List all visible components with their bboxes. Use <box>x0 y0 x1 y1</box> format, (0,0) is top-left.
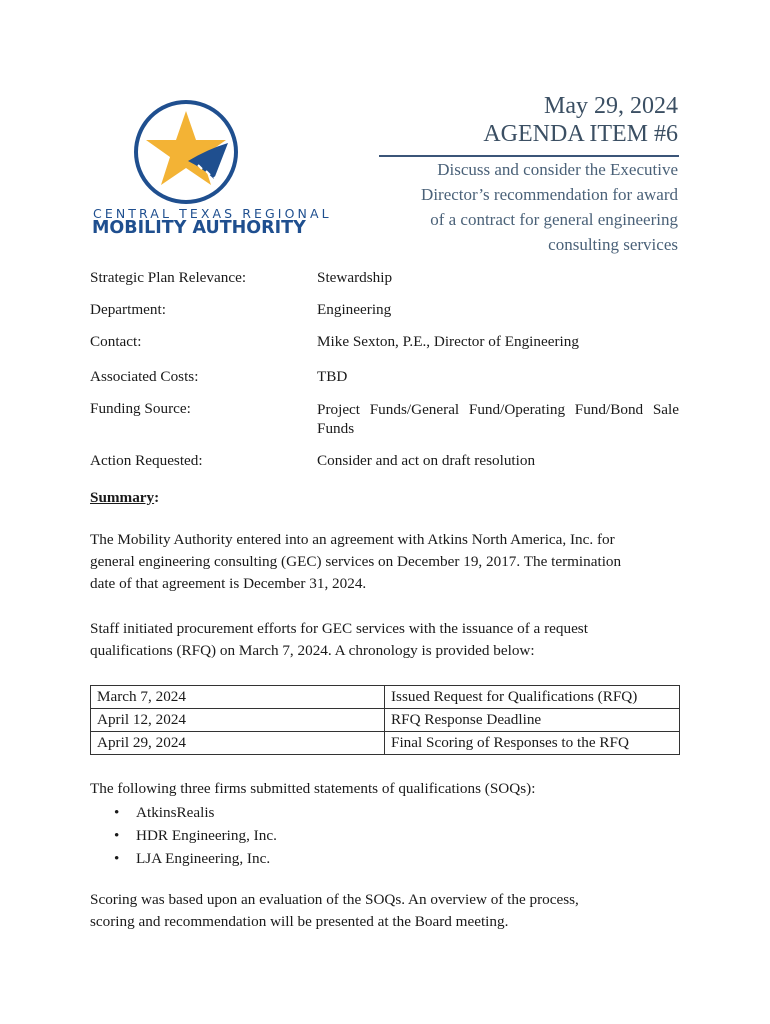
field-label-funding-source: Funding Source: <box>90 400 191 417</box>
firms-intro: The following three firms submitted statements of qualifications (SOQs): <box>90 780 536 797</box>
subject-line: Discuss and consider the Executive <box>437 160 678 179</box>
firm-name: LJA Engineering, Inc. <box>136 850 271 867</box>
chronology-date: April 12, 2024 <box>91 709 385 732</box>
paragraph-line: Staff initiated procurement efforts for GEC services with the issuance of a request <box>90 620 588 637</box>
field-label-strategic-plan: Strategic Plan Relevance: <box>90 269 247 286</box>
paragraph-line: Scoring was based upon an evaluation of the SOQs. An overview of the process, <box>90 891 579 908</box>
bullet-icon: • <box>114 850 120 867</box>
table-row <box>91 709 680 732</box>
paragraph-line: date of that agreement is December 31, 2024. <box>90 575 367 592</box>
list-item <box>90 847 535 870</box>
chronology-event: Final Scoring of Responses to the RFQ <box>385 732 680 755</box>
firms-section <box>90 778 535 870</box>
bullet-icon: • <box>114 804 120 821</box>
field-value-department: Engineering <box>317 301 392 318</box>
field-value-associated-costs: TBD <box>317 368 348 385</box>
table-row <box>91 686 680 709</box>
field-value-funding-source: Project Funds/General Fund/Operating Fund/Bond Sale Funds <box>317 401 679 437</box>
summary-paragraph-2 <box>90 618 680 662</box>
chronology-date: March 7, 2024 <box>91 686 385 709</box>
paragraph-line: The Mobility Authority entered into an agreement with Atkins North America, Inc. for <box>90 531 615 548</box>
firms-list <box>90 801 535 870</box>
agenda-subject <box>378 157 678 257</box>
paragraph-line: scoring and recommendation will be presented at the Board meeting. <box>90 913 509 930</box>
summary-paragraph-3 <box>90 889 680 933</box>
summary-heading-colon: : <box>154 489 160 506</box>
summary-heading-text: Summary <box>90 489 155 506</box>
firm-name: AtkinsRealis <box>136 804 215 821</box>
chronology-event: RFQ Response Deadline <box>385 709 680 732</box>
subject-line: of a contract for general engineering <box>430 210 678 229</box>
meeting-date: May 29, 2024 <box>544 93 678 119</box>
chronology-event: Issued Request for Qualifications (RFQ) <box>385 686 680 709</box>
list-item <box>90 801 535 824</box>
field-label-department: Department: <box>90 301 166 318</box>
field-label-action-requested: Action Requested: <box>90 452 203 469</box>
field-label-contact: Contact: <box>90 333 142 350</box>
firm-name: HDR Engineering, Inc. <box>136 827 277 844</box>
field-value-contact: Mike Sexton, P.E., Director of Engineering <box>317 333 579 350</box>
agenda-item-number: AGENDA ITEM #6 <box>483 121 678 147</box>
field-label-associated-costs: Associated Costs: <box>90 368 199 385</box>
subject-line: consulting services <box>548 235 678 254</box>
field-value-action-requested: Consider and act on draft resolution <box>317 452 536 469</box>
summary-heading <box>90 489 159 507</box>
org-name-line2: MOBILITY AUTHORITY <box>92 218 306 238</box>
field-value-strategic-plan: Stewardship <box>317 269 393 286</box>
paragraph-line: general engineering consulting (GEC) services on December 19, 2017. The termination <box>90 553 622 570</box>
list-item <box>90 824 535 847</box>
summary-paragraph-1 <box>90 529 680 595</box>
subject-line: Director’s recommendation for award <box>421 185 678 204</box>
org-name-line1: CENTRAL TEXAS REGIONAL <box>93 206 332 221</box>
chronology-table <box>90 685 680 755</box>
paragraph-line: qualifications (RFQ) on March 7, 2024. A chronology is provided below: <box>90 642 535 659</box>
table-row <box>91 732 680 755</box>
bullet-icon: • <box>114 827 120 844</box>
chronology-date: April 29, 2024 <box>91 732 385 755</box>
